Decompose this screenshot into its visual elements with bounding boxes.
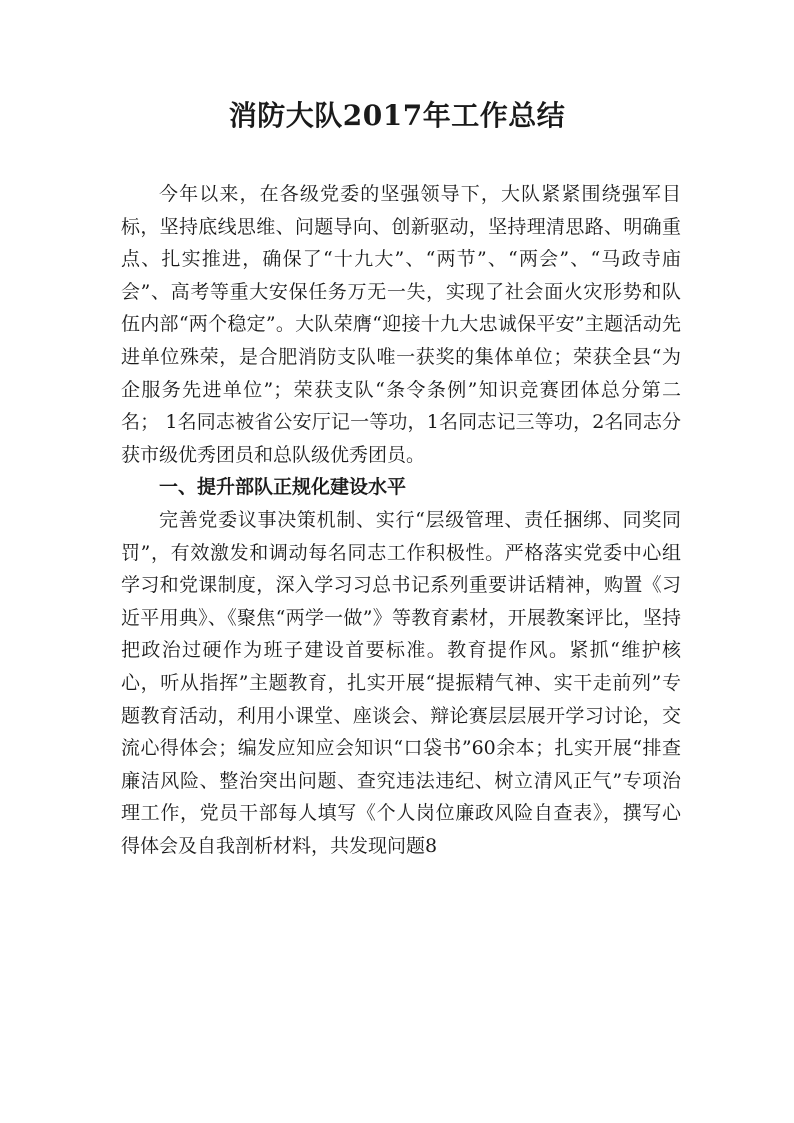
document-body (121, 178, 681, 862)
section-1-paragraph: 完善党委议事决策机制、实行“层级管理、责任捆绑、同奖同罚”，有效激发和调动每名同志工作积极性。严格落实党委中心组学习和党课制度，深入学习习总书记系列重要讲话精神，购置《习近平用典》、《聚焦“两学一做”》等教育素材，开展教案评比，坚持把政治过硬作为班子建设首要标准。教育提作风。紧抓“维护核心，听从指挥”主题教育，扎实开展“提振精气神、实干走前列”专题教育活动，利用小课堂、座谈会、辩论赛层层展开学习讨论，交流心得体会；编发应知应会知识“口袋书”60余本；扎实开展“排查廉洁风险、整治突出问题、查究违法违纪、树立清风正气”专项治理工作，党员干部每人填写《个人岗位廉政风险自查表》，撰写心得体会及自我剖析材料，共发现问题8 (121, 508, 681, 857)
document-title: 消防大队2017年工作总结 (228, 99, 566, 132)
section-heading-1: 一、提升部队正规化建设水平 (159, 476, 407, 499)
intro-paragraph: 今年以来，在各级党委的坚强领导下，大队紧紧围绕强军目标，坚持底线思维、问题导向、创新驱动，坚持理清思路、明确重点、扎实推进，确保了“十九大”、“两节”、“两会”、“马政寺庙会”、高考等重大安保任务万无一失，实现了社会面火灾形势和队伍内部“两个稳定”。大队荣膺“迎接十九大忠诚保平安”主题活动先进单位殊荣，是合肥消防支队唯一获奖的集体单位；荣获全县“为企服务先进单位”；荣获支队“条令条例”知识竞赛团体总分第二名； 1名同志被省公安厅记一等功，1名同志记三等功，2名同志分获市级优秀团员和总队级优秀团员。 (121, 183, 681, 466)
